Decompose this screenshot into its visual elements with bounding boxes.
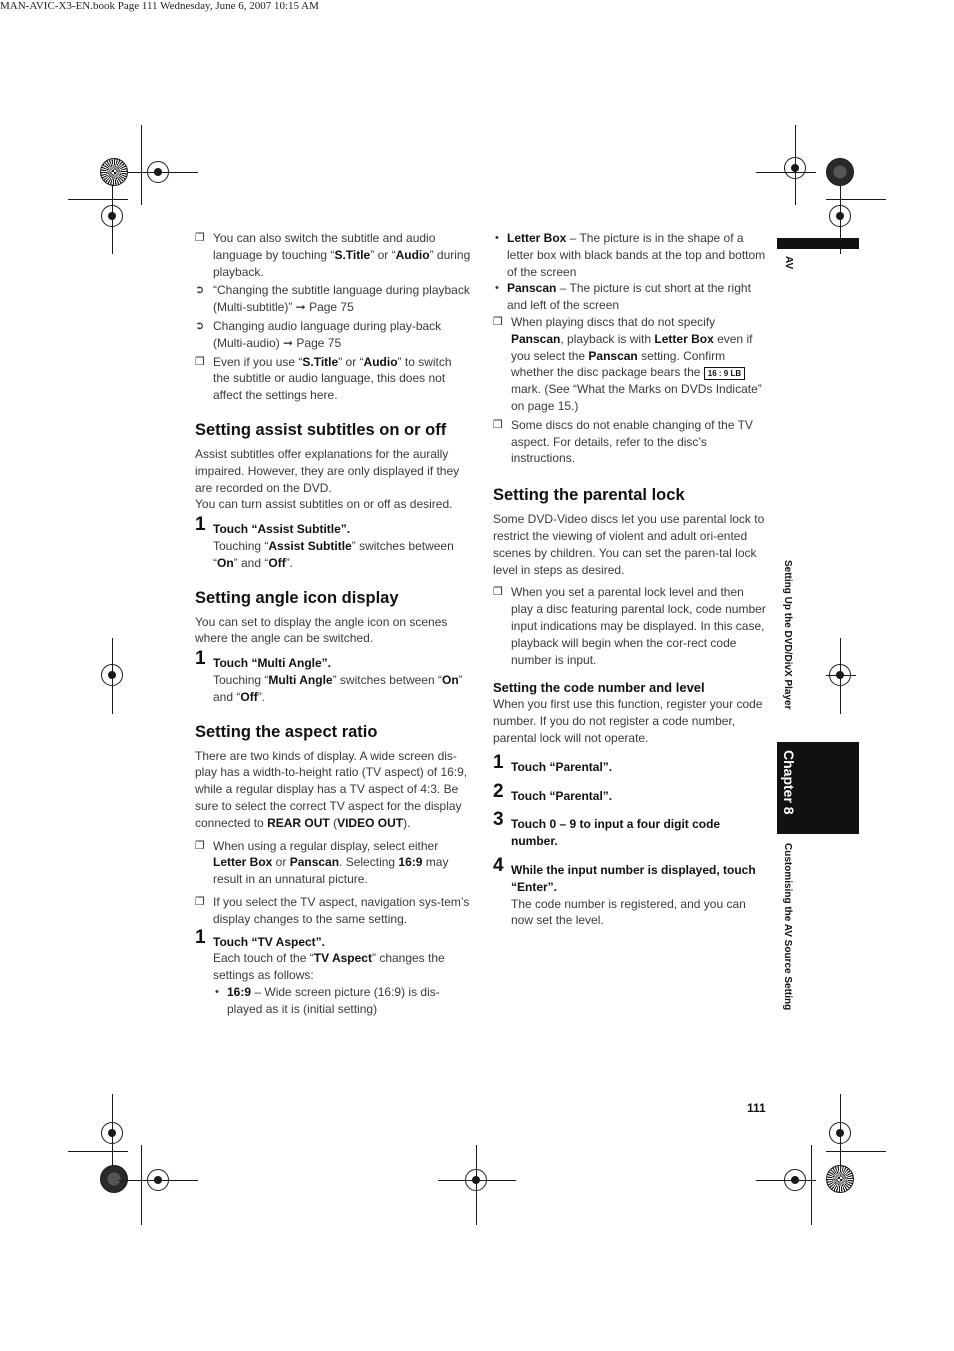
note-mark: ➲ — [195, 284, 205, 297]
text-run: even if you select the — [511, 331, 753, 363]
step-number: 1 — [195, 926, 206, 948]
color-target — [826, 1165, 854, 1193]
step-number: 1 — [195, 648, 206, 670]
registration-mark — [829, 205, 851, 227]
bullet-16-9 — [213, 984, 471, 1018]
text-run: ” switches between “ — [332, 672, 442, 687]
text-run: ” changes the settings as follows: — [213, 951, 445, 983]
aspect-body — [195, 748, 471, 832]
text-run: ”. — [257, 689, 266, 704]
item-text — [507, 280, 769, 314]
crop-line — [826, 1151, 886, 1152]
step-title: Touch “Parental”. — [511, 788, 613, 803]
bullet-text — [227, 984, 471, 1018]
parental-step — [493, 751, 769, 776]
crop-line — [68, 199, 128, 200]
crop-line — [811, 1145, 812, 1225]
aspect-notes-right — [493, 314, 769, 467]
crop-line — [826, 199, 886, 200]
text-run: ” or “ — [338, 354, 364, 369]
step-number: 1 — [493, 751, 504, 773]
bold-term: S.Title — [334, 247, 371, 262]
note-mark: ➲ — [195, 319, 205, 332]
note-text — [511, 584, 769, 668]
bold-term: Assist Subtitle — [268, 538, 352, 553]
registration-mark — [147, 1169, 169, 1191]
bold-term: 16:9 — [227, 984, 252, 999]
color-target — [100, 1165, 128, 1193]
item-text — [213, 282, 471, 316]
code-number-body: When you first use this function, register your code number. If you do not register a code number, parental lock will not operate. — [493, 697, 763, 745]
step-title: Touch “Assist Subtitle”. — [213, 522, 351, 537]
registration-mark — [829, 1122, 851, 1144]
parental-step — [493, 854, 769, 929]
registration-mark — [101, 205, 123, 227]
bold-term: Panscan — [511, 331, 561, 346]
text-run: ”. — [285, 555, 294, 570]
step-description — [213, 672, 471, 706]
registration-mark — [147, 161, 169, 183]
bold-term: Letter Box — [507, 231, 567, 245]
registration-mark — [784, 1169, 806, 1191]
section-tab-av — [777, 238, 859, 249]
intro-note — [195, 230, 471, 280]
disc-note — [493, 314, 769, 415]
note-mark: ❒ — [195, 355, 205, 368]
note-mark: ❒ — [195, 839, 205, 852]
registration-mark — [784, 157, 806, 179]
angle-body: You can set to display the angle icon on scenes where the angle can be switched. — [195, 614, 448, 646]
item-text — [213, 354, 471, 404]
bold-term: Panscan — [588, 348, 638, 363]
parental-body: Some DVD-Video discs let you use parental lock to restrict the viewing of violent and adult ori-ented scenes by children. You can set the paren-tal lock level in steps as desired. — [493, 512, 765, 577]
bold-term: Audio — [395, 247, 430, 262]
text-run: Touching “ — [213, 538, 269, 553]
color-target — [100, 158, 128, 186]
bold-term: Panscan — [289, 855, 340, 870]
step-number: 1 — [195, 514, 206, 536]
note-mark: ❒ — [195, 895, 205, 908]
note-mark: ❒ — [493, 586, 503, 599]
text-run: ). — [403, 815, 411, 830]
text-run: ” to switch the subtitle or audio language, this does not affect the settings here. — [213, 354, 452, 403]
item-text — [213, 230, 471, 280]
registration-mark — [101, 664, 123, 686]
heading-angle-icon: Setting angle icon display — [195, 588, 399, 607]
heading-assist-subtitles: Setting assist subtitles on or off — [195, 420, 447, 439]
bullet-mark: • — [495, 232, 499, 244]
page-number: 111 — [747, 1101, 766, 1115]
step-description: The code number is registered, and you can now set the level. — [511, 896, 746, 928]
item-text — [213, 318, 471, 352]
aspect-note — [195, 838, 471, 888]
step-number: 4 — [493, 854, 504, 876]
parental-steps — [493, 751, 769, 929]
aspect-options — [493, 230, 769, 314]
crop-line — [141, 125, 142, 205]
step-assist — [195, 514, 471, 571]
text-run: ” or “ — [370, 247, 396, 262]
crop-line — [141, 1145, 142, 1225]
bold-term: Off — [268, 555, 286, 570]
bold-term: On — [217, 555, 234, 570]
item-text — [213, 838, 471, 888]
bold-term: VIDEO OUT — [337, 815, 404, 830]
note-mark: ❒ — [493, 418, 503, 431]
step-title: Touch “TV Aspect”. — [213, 934, 326, 949]
section-label-customising: Customising the AV Source Setting — [782, 843, 793, 1011]
step-title: Touch “Parental”. — [511, 759, 613, 774]
text-run: may result in an unnatural picture. — [213, 855, 449, 887]
text-run: When using a regular display, select either — [213, 838, 439, 853]
text-run: or — [272, 855, 290, 870]
text-run: mark. (See “What the Marks on DVDs Indicate” on page 15.) — [511, 382, 762, 413]
disc-note — [493, 417, 769, 467]
bold-term: Audio — [363, 354, 398, 369]
text-run: , playback is with — [560, 331, 655, 346]
parental-step — [493, 780, 769, 805]
item-text — [511, 314, 769, 415]
text-run: Changing audio language during play-back (Multi-audio) ➞ Page 75 — [213, 318, 442, 350]
step-description — [213, 538, 471, 572]
bold-term: On — [441, 672, 459, 687]
text-run: There are two kinds of display. A wide screen dis-play has a width-to-height ratio (TV aspect) of 16:9, while a regular display has a TV aspect of 4:3. Be sure to select the correct TV aspect for the display connected to — [195, 748, 468, 830]
assist-body: Assist subtitles offer explanations for the aurally impaired. However, they are only displayed if they are recorded on the DVD. — [195, 446, 460, 495]
section-label-av: AV — [783, 256, 794, 270]
bold-term: Letter Box — [654, 331, 714, 346]
text-run: ” and “ — [213, 672, 463, 704]
bullet-mark: • — [495, 282, 499, 295]
step-description — [213, 950, 471, 984]
bold-term: Multi Angle — [268, 672, 333, 687]
bold-term: Off — [240, 689, 258, 704]
text-run: – Wide screen picture (16:9) is dis-played as it is (initial setting) — [227, 984, 440, 1016]
crop-line — [68, 1151, 128, 1152]
bold-term: TV Aspect — [313, 951, 372, 966]
parental-step — [493, 809, 769, 850]
intro-notes — [195, 230, 471, 404]
text-run: If you select the TV aspect, navigation sys-tem’s display changes to the same setting. — [213, 894, 470, 926]
note-mark: ❒ — [195, 232, 205, 244]
bold-term: 16:9 — [398, 855, 423, 870]
step-title: Touch 0 – 9 to input a four digit code number. — [511, 817, 721, 849]
aspect-option — [493, 230, 769, 280]
aspect-notes — [195, 838, 471, 928]
text-run: ” during playback. — [213, 247, 471, 279]
registration-mark — [101, 1122, 123, 1144]
item-text — [213, 894, 471, 928]
text-run: ( — [329, 815, 338, 830]
text-run: You can also switch the subtitle and audio language by touching “ — [213, 231, 436, 262]
bold-term: Letter Box — [213, 855, 273, 870]
print-header: MAN-AVIC-X3-EN.book Page 111 Wednesday, June 6, 2007 10:15 AM — [0, 0, 319, 12]
text-run: Touching “ — [213, 672, 269, 687]
text-run: – The picture is in the shape of a letter box with black bands at the top and bottom of the screen — [507, 231, 766, 279]
step-title: While the input number is displayed, touch “Enter”. — [511, 862, 756, 894]
left-column — [195, 230, 471, 1017]
assist-body-2: You can turn assist subtitles on or off as desired. — [195, 497, 453, 512]
step-number: 3 — [493, 809, 504, 831]
text-run: When you set a parental lock level and then play a disc featuring parental lock, code number input indications may be displayed. In this case, playback will begin when the cor-rect code number is input. — [511, 585, 766, 667]
bold-term: S.Title — [302, 354, 339, 369]
intro-note — [195, 318, 471, 352]
registration-mark — [465, 1169, 487, 1191]
text-run: ” and “ — [233, 555, 269, 570]
section-label-setting-up: Setting Up the DVD/DivX Player — [782, 560, 793, 710]
note-mark: ❒ — [493, 315, 503, 328]
text-run: Some discs do not enable changing of the TV aspect. For details, refer to the disc’s instructions. — [511, 417, 753, 466]
item-text — [507, 230, 769, 280]
step-title: Touch “Multi Angle”. — [213, 656, 331, 671]
text-run: “Changing the subtitle language during playback (Multi-subtitle)” ➞ Page 75 — [213, 283, 470, 315]
text-run: – The picture is cut short at the right and left of the screen — [507, 281, 751, 313]
right-column — [493, 230, 769, 929]
heading-aspect-ratio: Setting the aspect ratio — [195, 722, 378, 741]
aspect-mark-badge: 16 : 9 LB — [704, 367, 745, 380]
text-run: ” switches between “ — [213, 538, 454, 570]
step-angle — [195, 648, 471, 705]
aspect-note — [195, 894, 471, 928]
chapter-label: Chapter 8 — [781, 750, 797, 815]
step-tv-aspect — [195, 926, 471, 1018]
subheading-code-number: Setting the code number and level — [493, 680, 705, 696]
bold-term: Panscan — [507, 281, 557, 296]
note-parental — [493, 584, 769, 668]
heading-parental-lock: Setting the parental lock — [493, 486, 685, 505]
intro-note — [195, 354, 471, 404]
text-run: When playing discs that do not specify — [511, 314, 716, 329]
color-target — [826, 158, 854, 186]
text-run: . Selecting — [339, 855, 399, 870]
text-run: Each touch of the “ — [213, 951, 314, 966]
bold-term: REAR OUT — [267, 815, 330, 830]
text-run: setting. Confirm whether the disc package bears the — [511, 348, 726, 380]
item-text — [511, 417, 769, 467]
registration-mark — [829, 664, 851, 686]
text-run: Even if you use “ — [213, 354, 303, 369]
aspect-option — [493, 280, 769, 314]
step-number: 2 — [493, 780, 504, 802]
bullet-mark: • — [215, 985, 219, 998]
intro-note — [195, 282, 471, 316]
